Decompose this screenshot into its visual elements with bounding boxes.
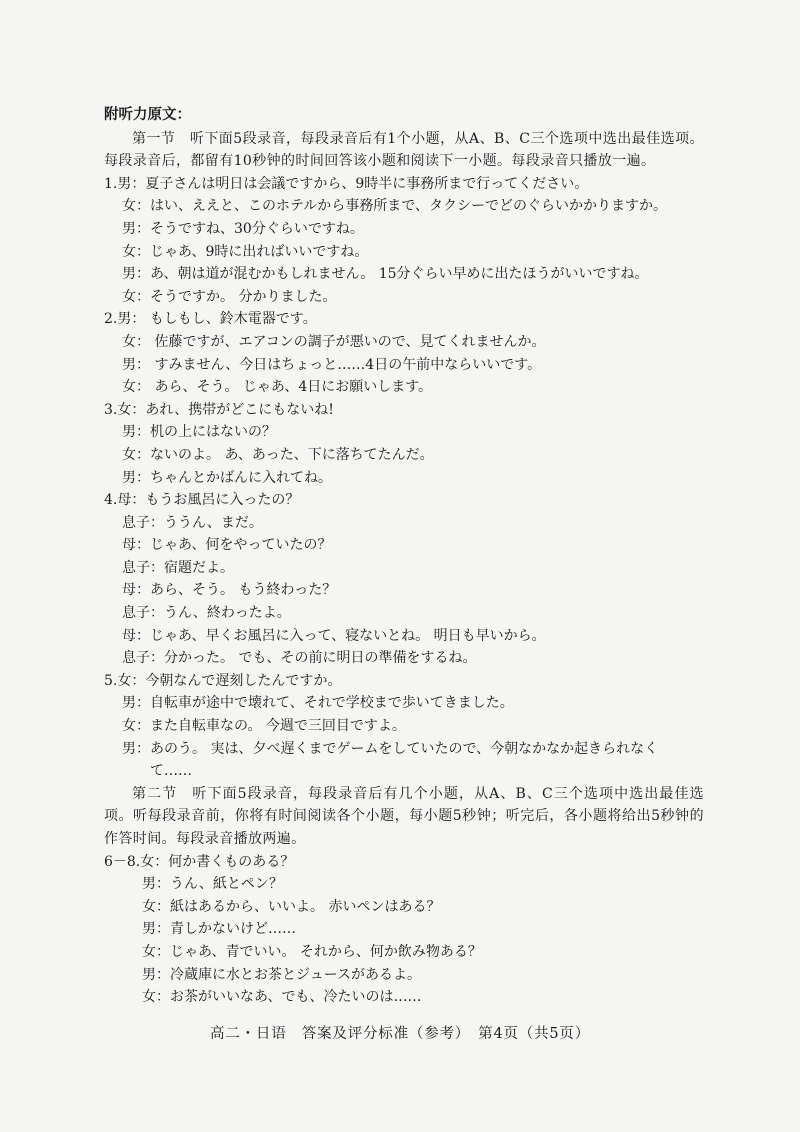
dialogue-line: 女：あれ、携帯がどこにもないね! xyxy=(117,401,334,418)
dialogue-line: 女：じゃあ、9時に出ればいいですね。 xyxy=(122,243,369,260)
dialogue-line: 女：お茶がいいなあ、でも、冷たいのは…… xyxy=(142,989,422,1006)
question-number: 6－8. xyxy=(104,853,141,870)
dialogue-3 xyxy=(104,399,704,489)
dialogue-line: 男：うん、紙とペン？ xyxy=(142,876,283,893)
section1-instructions: 第一节 听下面5段录音，每段录音后有1个小题，从A、B、C三个选项中选出最佳选项。每段录音后，都留有10秒钟的时间回答该小题和阅读下一小题。每段录音只播放一遍。 xyxy=(104,130,704,170)
question-number: 1. xyxy=(104,175,118,192)
dialogue-line: 息子：宿題だよ。 xyxy=(122,559,234,576)
dialogue-line: 女：また自転車なの。 今週で三回目ですよ。 xyxy=(122,718,406,735)
dialogue-line: 男：ちゃんとかばんに入れてね。 xyxy=(122,469,332,486)
dialogue-line: 息子：うん、終わったよ。 xyxy=(122,605,291,622)
dialogue-6-8 xyxy=(104,851,704,1009)
dialogue-line: 男：自転車が途中で壊れて、それで学校まで歩いてきました。 xyxy=(122,695,514,712)
dialogue-line: 女：何か書くものある？ xyxy=(140,853,295,870)
dialogue-line: 男：あのう。 実は、夕べ遅くまでゲームをしていたので、今朝なかなか起きられなく xyxy=(122,740,659,757)
dialogue-5 xyxy=(104,670,704,783)
dialogue-line: 女： 佐藤ですが、エアコンの調子が悪いので、見てくれませんか。 xyxy=(122,333,546,350)
dialogue-line: 女：はい、ええと、このホテルから事務所まで、タクシーでどのぐらいかかりますか。 xyxy=(122,198,668,215)
page-footer: 高二・日语 答案及评分标准（参考） 第4页（共5页） xyxy=(210,1026,590,1042)
dialogue-4 xyxy=(104,489,704,670)
dialogue-2 xyxy=(104,308,704,398)
question-number: 3. xyxy=(104,401,118,418)
dialogue-line: 女：じゃあ、青でいい。 それから、何か飲み物ある？ xyxy=(142,943,482,960)
question-number: 5. xyxy=(104,672,118,689)
dialogue-line: 男：夏子さんは明日は会議ですから、9時半に事務所まで行ってください。 xyxy=(117,175,589,192)
dialogue-line: 息子：ううん、まだ。 xyxy=(122,514,263,531)
dialogue-line: 女：紙はあるから、いいよ。 赤いペンはある？ xyxy=(142,898,441,915)
listening-transcript xyxy=(104,104,704,1009)
dialogue-line: 女：今朝なんで遅刻したんですか。 xyxy=(117,672,342,689)
dialogue-line: 女：ないのよ。 あ、あった、下に落ちてたんだ。 xyxy=(122,446,434,463)
dialogue-line: 男： もしもし、鈴木電器です。 xyxy=(117,311,317,328)
dialogue-line: 女： あら、そう。 じゃあ、4日にお願いします。 xyxy=(122,379,433,396)
dialogue-line: 母：あら、そう。 もう終わった？ xyxy=(122,582,337,599)
dialogue-line: 息子：分かった。 でも、その前に明日の準備をするね。 xyxy=(122,650,477,667)
section2-instructions: 第二节 听下面5段录音，每段录音后有几个小题，从A、B、C三个选项中选出最佳选项。听每段录音前，你将有时间阅读各个小题，每小题5秒钟；听完后，各小题将给出5秒钟的作答时间。每段录音播放两遍。 xyxy=(104,785,704,847)
dialogue-line: 男：机の上にはないの？ xyxy=(122,424,276,441)
dialogue-line: 男：青しかないけど…… xyxy=(142,921,296,938)
dialogue-line: 男：そうですね、30分ぐらいですね。 xyxy=(122,220,364,237)
dialogue-line: 男： すみません、今日はちょっと……4日の午前中ならいいです。 xyxy=(122,356,542,373)
dialogue-line: 母：じゃあ、早くお風呂に入って、寝ないとね。 明日も早いから。 xyxy=(122,627,546,644)
dialogue-line: 母：じゃあ、何をやっていたの？ xyxy=(122,537,332,554)
question-number: 4. xyxy=(104,492,118,509)
section-heading: 附听力原文： xyxy=(104,106,191,123)
question-number: 2. xyxy=(104,311,118,328)
dialogue-line: 男：あ、朝は道が混むかもしれません。 15分ぐらい早めに出たほうがいいですね。 xyxy=(122,266,649,283)
dialogue-line: て…… xyxy=(122,763,192,780)
dialogue-line: 女：そうですか。 分かりました。 xyxy=(122,288,337,305)
dialogue-1 xyxy=(104,173,704,309)
dialogue-line: 母：もうお風呂に入ったの？ xyxy=(117,492,300,509)
dialogue-line: 男：冷蔵庫に水とお茶とジュースがあるよ。 xyxy=(142,966,422,983)
